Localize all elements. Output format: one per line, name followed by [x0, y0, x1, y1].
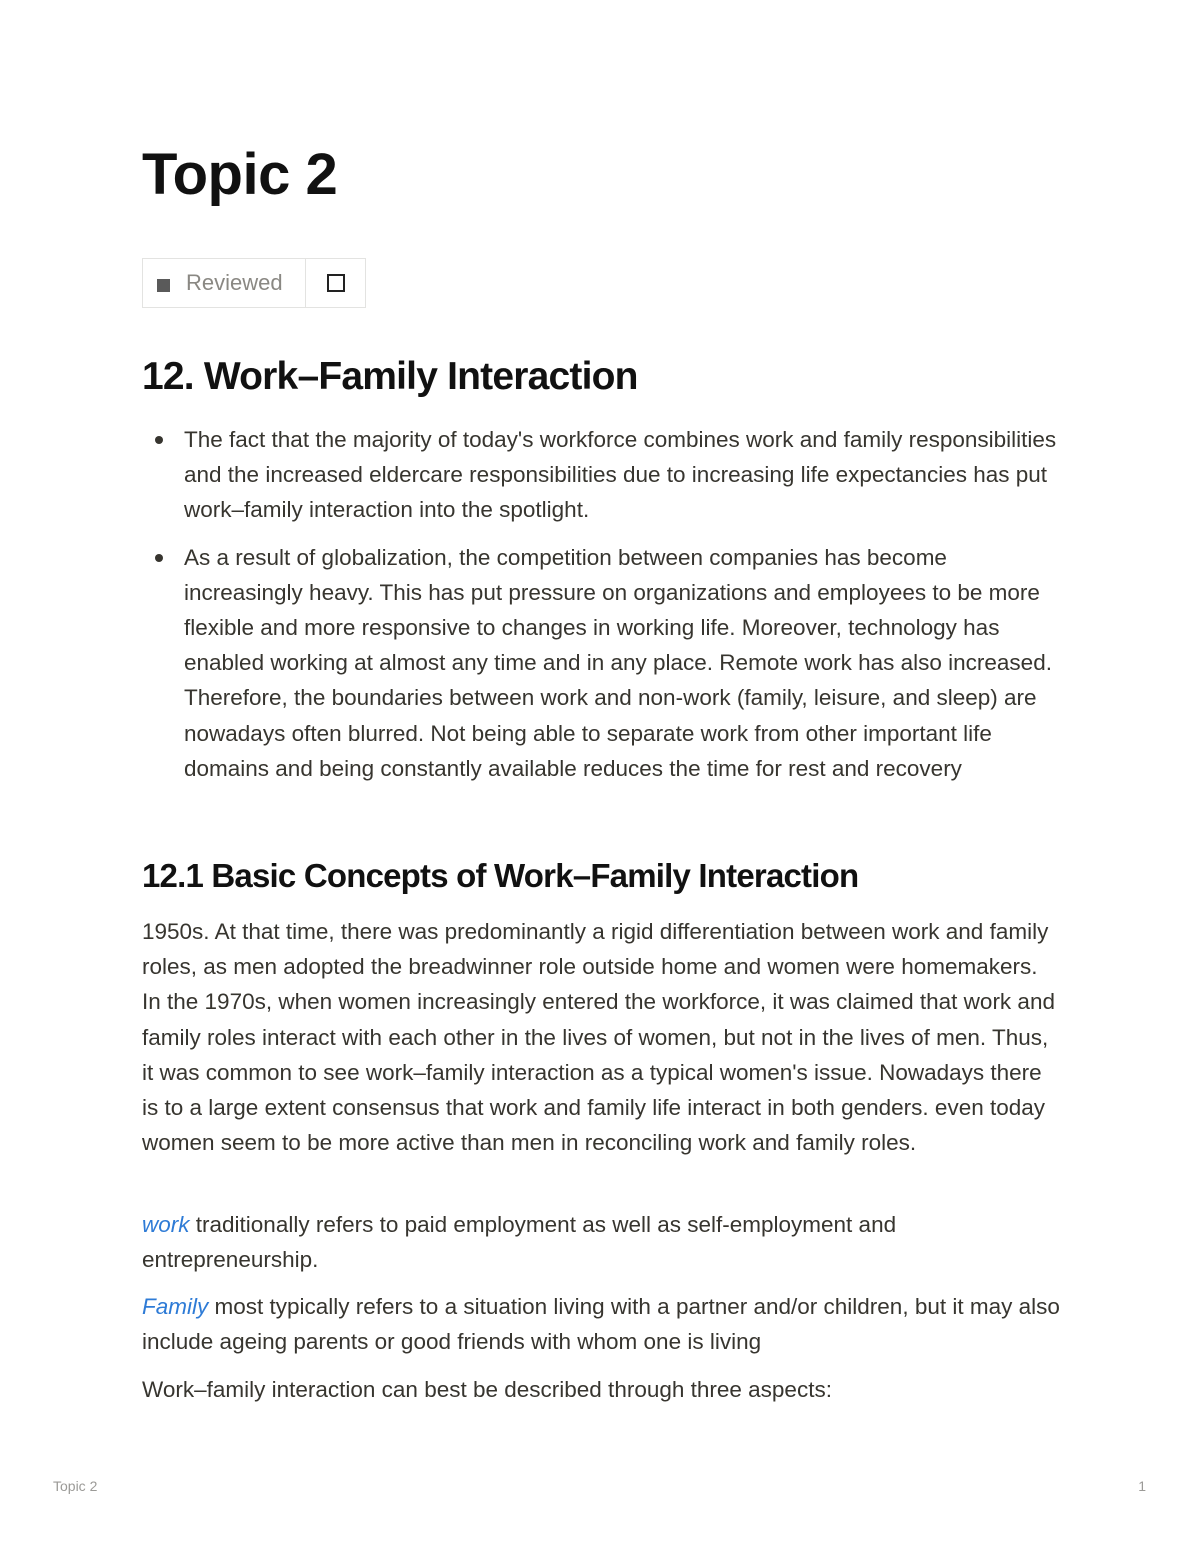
checkbox-property-icon	[157, 279, 170, 292]
aspects-intro-paragraph: Work–family interaction can best be described through three aspects:	[142, 1377, 832, 1402]
family-definition-paragraph	[142, 1289, 1062, 1359]
list-item: The fact that the majority of today's workforce combines work and family responsibilities and the increased eldercare responsibilities due to increasing life expectancies has put work–family interaction into the spotlight.	[142, 422, 1060, 528]
section-12-heading: 12. Work–Family Interaction	[142, 355, 638, 398]
family-definition-text: most typically refers to a situation living with a partner and/or children, but it may also include ageing parents or good friends with whom one is living	[142, 1294, 1060, 1355]
property-reviewed-label: Reviewed	[186, 270, 283, 295]
footer-document-name: Topic 2	[53, 1478, 98, 1494]
footer-page-number: 1	[1138, 1478, 1146, 1494]
property-reviewed-value[interactable]	[306, 259, 365, 307]
work-definition-text: traditionally refers to paid employment as well as self-employment and entrepreneurship.	[142, 1212, 897, 1273]
section-12-bullet-list	[142, 422, 1060, 798]
property-table	[142, 258, 366, 308]
list-item: As a result of globalization, the competition between companies has become increasingly heavy. This has put pressure on organizations and employees to be more flexible and more responsive to changes in working life. Moreover, technology has enabled working at almost any time and in any place. Remote work has also increased. Therefore, the boundaries between work and non-work (family, leisure, and sleep) are nowadays often blurred. Not being able to separate work from other important life domains and being constantly available reduces the time for rest and recovery	[142, 540, 1060, 786]
property-reviewed-name	[143, 259, 306, 307]
work-term: work	[142, 1212, 190, 1237]
section-12-1-heading: 12.1 Basic Concepts of Work–Family Interaction	[142, 857, 859, 894]
page-title: Topic 2	[142, 142, 338, 207]
family-term: Family	[142, 1294, 209, 1319]
history-paragraph: 1950s. At that time, there was predominantly a rigid differentiation between work and family roles, as men adopted the breadwinner role outside home and women were homemakers. In the 1970s, when women increasingly entered the workforce, it was claimed that work and family roles interact with each other in the lives of women, but not in the lives of men. Thus, it was common to see work–family interaction as a typical women's issue. Nowadays there is to a large extent consensus that work and family life interact in both genders. even today women seem to be more active than men in reconciling work and family roles.	[142, 919, 1055, 1156]
work-definition-paragraph	[142, 1207, 1062, 1277]
reviewed-checkbox[interactable]	[327, 274, 345, 292]
